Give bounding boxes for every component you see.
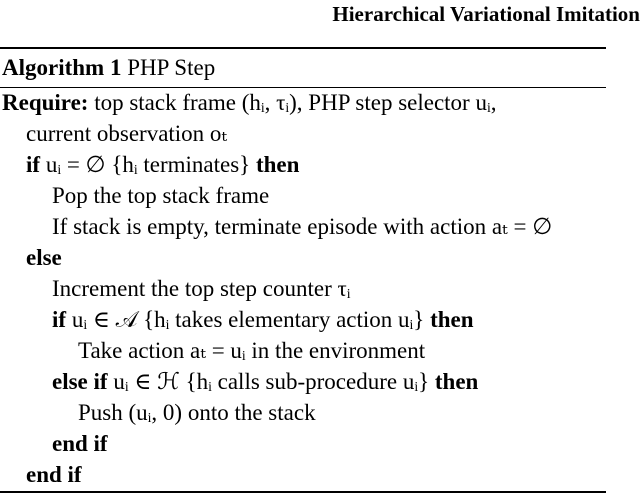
pop-frame-line: Pop the top stack frame	[52, 183, 270, 208]
take-action-line: Take action aₜ = uᵢ in the environment	[78, 338, 426, 363]
algorithm-top-rule	[0, 47, 606, 49]
else-line: else	[26, 245, 62, 270]
increment-counter-line: Increment the top step counter τᵢ	[52, 276, 351, 301]
terminate-episode-line: If stack is empty, terminate episode with action aₜ = ∅	[52, 214, 553, 239]
running-header: Hierarchical Variational Imitation	[332, 2, 640, 26]
algorithm-title-rule	[0, 87, 606, 88]
algorithm-bottom-rule	[0, 491, 606, 493]
algorithm-title	[2, 55, 215, 81]
algorithm-name: PHP Step	[127, 55, 216, 80]
inner-end-if-line: end if	[52, 431, 108, 456]
algorithm-label: Algorithm 1	[2, 55, 122, 80]
push-frame-line: Push (uᵢ, 0) onto the stack	[78, 400, 316, 425]
else-if-subprocedure-line: else if uᵢ ∈ ℋ {hᵢ calls sub-procedure uᵢ} then	[52, 369, 479, 394]
outer-end-if-line: end if	[26, 462, 82, 487]
if-terminates-line: if uᵢ = ∅ {hᵢ terminates} then	[26, 152, 300, 177]
require-line: Require: top stack frame (hᵢ, τᵢ), PHP step selector uᵢ,	[2, 90, 497, 115]
if-elementary-action-line: if uᵢ ∈ 𝒜 {hᵢ takes elementary action uᵢ} then	[52, 307, 474, 332]
require-continuation-line: current observation oₜ	[26, 121, 228, 146]
